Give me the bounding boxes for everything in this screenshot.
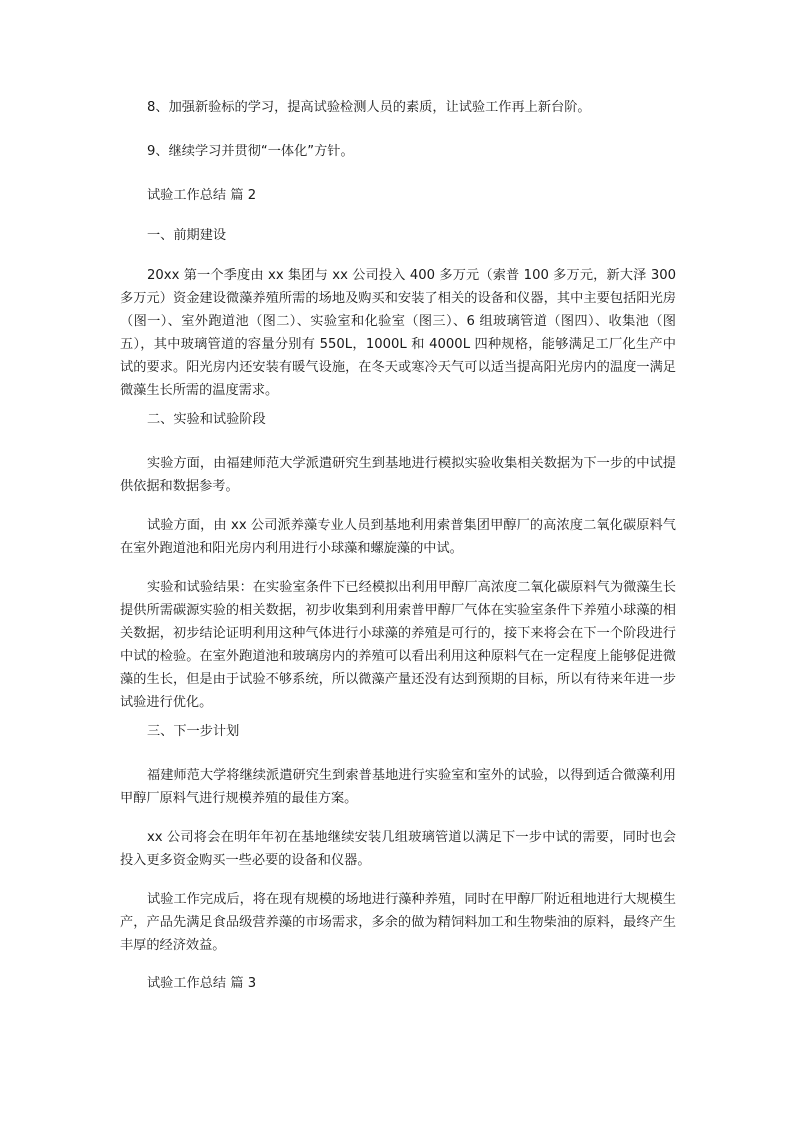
section-title-part-2: 试验工作总结 篇 2 [147,188,257,203]
paragraph-results: 实验和试验结果：在实验室条件下已经模拟出利用甲醇厂高浓度二氧化碳原料气为微藻生长提供所需碳源实验的相关数据，初步收集到利用索普甲醇厂气体在实验室条件下养殖小球藻的相关数据，初步结论证明利用这种气体进行小球藻的养殖是可行的，接下来将会在下一个阶段进行中试的检验。在室外跑道池和玻璃房内的养殖可以看出利用这种原料气在一定程度上能够促进微藻的生长，但是由于试验不够系统，所以微藻产量还没有达到预期的目标，所以有待来年进一步试验进行优化。 [120,580,676,710]
paragraph-university-plan: 福建师范大学将继续派遣研究生到索普基地进行实验室和室外的试验，以得到适合微藻利用甲醇厂原料气进行规模养殖的最佳方案。 [120,768,676,806]
paragraph-pilot-test: 试验方面，由 xx 公司派养藻专业人员到基地利用索普集团甲醇厂的高浓度二氧化碳原料气在室外跑道池和阳光房内利用进行小球藻和螺旋藻的中试。 [120,518,676,556]
paragraph-lab-experiment: 实验方面，由福建师范大学派遣研究生到基地进行模拟实验收集相关数据为下一步的中试提供依据和数据参考。 [120,456,676,494]
paragraph-construction-details: 20xx 第一个季度由 xx 集团与 xx 公司投入 400 多万元（索普 100 多万元，新大泽 300 多万元）资金建设微藻养殖所需的场地及购买和安装了相关的设备和仪器，其中主要包括阳光房（图一）、室外跑道池（图二）、实验室和化验室（图三）、6 组玻璃管道（图四）、收集池（图五），其中玻璃管道的容量分别有 550L，1000L 和 4000L 四种规格，能够满足工厂化生产中试的要求。阳光房内还安装有暖气设施，在冬天或寒冷天气可以适当提高阳光房内的温度一满足微藻生长所需的温度需求。 [120,268,681,398]
heading-next-plan: 三、下一步计划 [147,724,240,739]
heading-experiment-stage: 二、实验和试验阶段 [147,412,266,427]
paragraph-production-plan: 试验工作完成后，将在现有规模的场地进行藻种养殖，同时在甲醇厂附近租地进行大规模生产，产品先满足食品级营养藻的市场需求，多余的做为精饲料加工和生物柴油的原料，最终产生丰厚的经济效益。 [120,892,676,953]
heading-preliminary-construction: 一、前期建设 [147,228,227,243]
section-title-part-3: 试验工作总结 篇 3 [147,976,257,991]
list-item-8: 8、加强新验标的学习，提高试验检测人员的素质，让试验工作再上新台阶。 [147,100,591,115]
list-item-9: 9、继续学习并贯彻“一体化”方针。 [147,144,354,159]
paragraph-company-plan: xx 公司将会在明年年初在基地继续安装几组玻璃管道以满足下一步中试的需要，同时也会投入更多资金购买一些必要的设备和仪器。 [120,830,676,868]
